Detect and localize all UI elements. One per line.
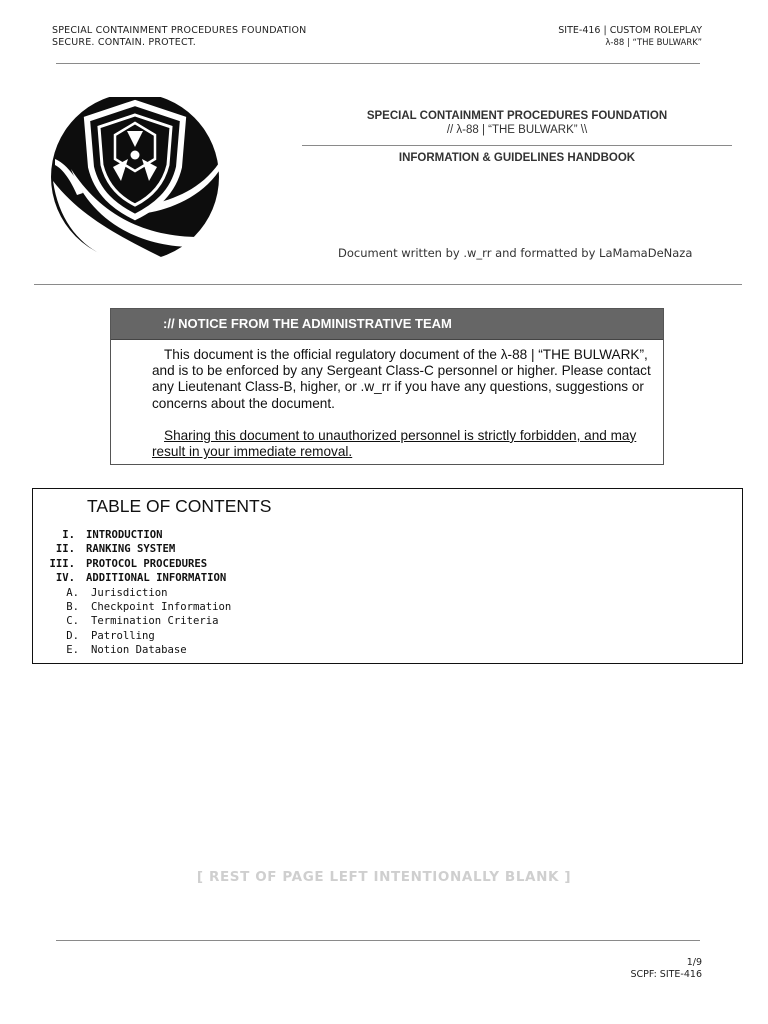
header-site: SITE-416 | CUSTOM ROLEPLAY <box>558 25 702 36</box>
toc-item-label: RANKING SYSTEM <box>86 543 176 556</box>
header-motto: SECURE. CONTAIN. PROTECT. <box>52 37 196 48</box>
footer-reference: SCPF: SITE-416 <box>630 969 702 980</box>
page-number: 1/9 <box>686 957 702 968</box>
toc-subitem-letter: C. <box>66 615 79 628</box>
table-of-contents <box>32 488 743 664</box>
footer-divider <box>56 940 700 941</box>
title-org-name: SPECIAL CONTAINMENT PROCEDURES FOUNDATION <box>366 110 668 122</box>
toc-item[interactable] <box>33 571 231 585</box>
document-header-right <box>558 25 702 49</box>
notice-body <box>111 340 663 460</box>
notice-heading: :// NOTICE FROM THE ADMINISTRATIVE TEAM <box>111 309 663 340</box>
toc-title: TABLE OF CONTENTS <box>87 496 272 516</box>
toc-item-number: II. <box>55 543 75 556</box>
header-unit: λ-88 | “THE BULWARK” <box>605 38 702 48</box>
toc-item[interactable] <box>33 557 231 571</box>
blank-page-notice: [ REST OF PAGE LEFT INTENTIONALLY BLANK ] <box>196 869 572 885</box>
toc-subitem-label: Checkpoint Information <box>91 601 232 614</box>
title-unit: // λ-88 | “THE BULWARK” \\ <box>446 124 588 136</box>
scpf-emblem-icon <box>51 97 221 257</box>
toc-subitem[interactable] <box>33 600 231 614</box>
title-divider <box>302 145 732 146</box>
toc-item-number: IV. <box>55 572 75 585</box>
toc-item[interactable] <box>33 542 231 556</box>
section-divider <box>34 284 742 285</box>
header-divider <box>56 63 700 64</box>
toc-subitem-label: Notion Database <box>91 644 187 657</box>
header-org-name: SPECIAL CONTAINMENT PROCEDURES FOUNDATION <box>52 25 307 36</box>
notice-warning: Sharing this document to unauthorized personnel is strictly forbidden, and may result in your immediate removal. <box>152 427 637 460</box>
document-header-left <box>52 25 307 49</box>
toc-subitem-letter: E. <box>66 644 79 657</box>
toc-item-number: III. <box>49 557 75 570</box>
toc-item-number: I. <box>62 529 75 541</box>
toc-subitem[interactable] <box>33 629 231 643</box>
toc-subitem[interactable] <box>33 643 231 657</box>
toc-list <box>33 528 231 658</box>
handbook-title: INFORMATION & GUIDELINES HANDBOOK <box>398 152 636 164</box>
toc-item[interactable] <box>33 528 231 542</box>
toc-item-label: INTRODUCTION <box>86 529 163 541</box>
toc-subitem[interactable] <box>33 614 231 628</box>
toc-subitem-letter: D. <box>66 629 79 642</box>
toc-subitem-letter: B. <box>66 601 79 614</box>
document-footer <box>630 957 702 981</box>
title-block <box>302 110 732 164</box>
author-credit: Document written by .w_rr and formatted by LaMamaDeNaza <box>338 246 693 260</box>
toc-item-label: PROTOCOL PROCEDURES <box>86 557 208 570</box>
admin-notice-box <box>110 308 664 465</box>
toc-subitem-label: Termination Criteria <box>91 615 219 628</box>
toc-item-label: ADDITIONAL INFORMATION <box>86 572 227 585</box>
notice-paragraph: This document is the official regulatory document of the λ-88 | “THE BULWARK”, and is to be enforced by any Sergeant Class-C personnel or higher. Please contact any Lieutenant Class-B, higher, or .w_rr if you have any questions, suggestions or concerns about the document. <box>152 347 651 411</box>
toc-subitem-label: Patrolling <box>91 629 155 642</box>
toc-subitem-letter: A. <box>66 586 79 599</box>
toc-subitem-label: Jurisdiction <box>91 586 168 599</box>
toc-subitem[interactable] <box>33 586 231 600</box>
